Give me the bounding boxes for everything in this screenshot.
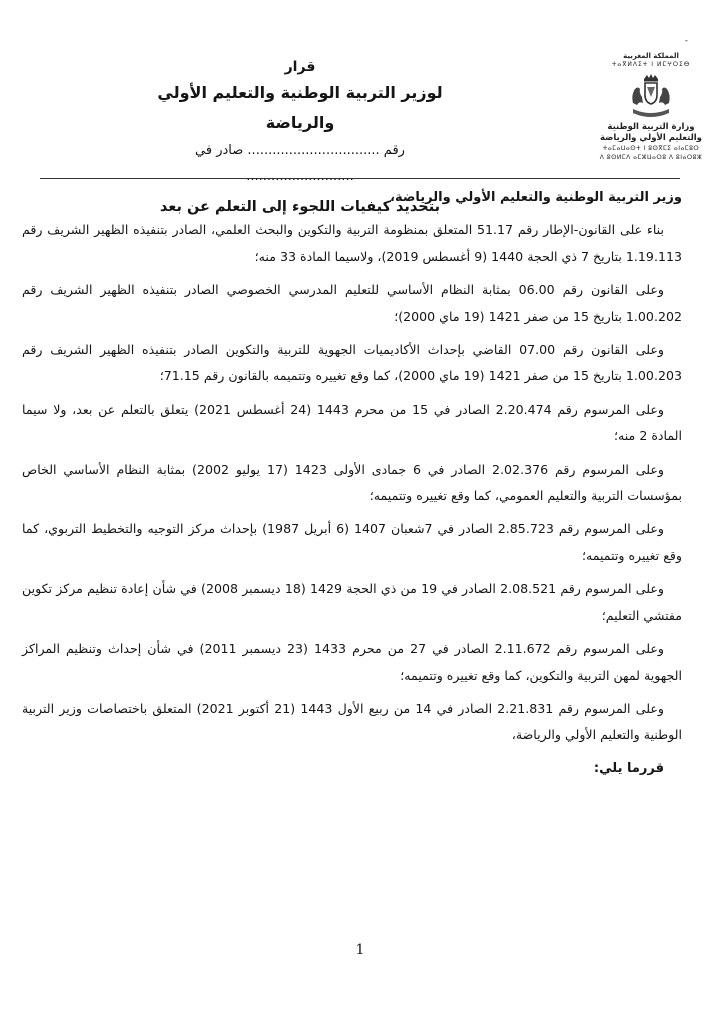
decision-subtitle: لوزير التربية الوطنية والتعليم الأولي والرياضة [157, 83, 443, 132]
legal-basis-paragraph: وعلى القانون رقم 06.00 بمثابة النظام الأساسي للتعليم المدرسي الخصوصي الصادر بتنفيذه الظهير الشريف رقم 1.00.202 بتاريخ 15 من صفر 1421 (19 ماي 2000)؛ [22, 282, 682, 324]
decision-body [22, 185, 682, 789]
legal-basis-paragraph: وعلى المرسوم رقم 2.02.376 الصادر في 6 جمادى الأولى 1423 (17 يوليو 2002) بمثابة النظام الأساسي الخاص بمؤسسات التربية والتعليم العمومي، كما وقع تغييره وتتميمه؛ [22, 461, 682, 504]
ministry-name-line2: والتعليم الأولي والرياضة [600, 133, 702, 143]
ministry-name-line1: وزارة التربية الوطنية [607, 122, 695, 132]
page-number: 1 [355, 942, 365, 958]
decision-statement: قررما يلي: [593, 760, 664, 776]
legal-basis-paragraph: بناء على القانون-الإطار رقم 51.17 المتعلق بمنظومة التربية والتكوين والبحث العلمي، الصادر بتنفيذه الظهير الشريف رقم 1.19.113 بتاريخ 7 ذي الحجة 1440 (9 أغسطس 2019)، ولاسيما المادة 33 منه؛ [22, 222, 682, 264]
decision-title: قرار [284, 59, 316, 75]
corner-mark: - [684, 36, 688, 46]
ministry-letterhead [596, 52, 706, 162]
reference-line: رقم ................................ صادر في .......................... [195, 143, 405, 184]
header-divider [40, 178, 680, 179]
preamble-minister: وزير التربية الوطنية والتعليم الأولي والرياضة، [390, 190, 682, 205]
ministry-name-tifinagh-line1: ⵜⴰⵎⴰⵡⴰⵙⵜ ⵏ ⵓⵙⴳⵎⵉ ⴰⵏⴰⵎⵓⵔ [602, 145, 700, 152]
ministry-name-tifinagh-line2: ⴷ ⵓⵙⵍⵎⴷ ⴰⵎⵣⵡⴰⵔⵓ ⴷ ⵓⵏⴰⵔⵓⵣ [599, 154, 703, 161]
kingdom-name: المملكة المغربية [623, 52, 679, 60]
kingdom-name-tifinagh: ⵜⴰⴳⵍⴷⵉⵜ ⵏ ⵍⵎⵖⵔⵉⴱ [611, 61, 691, 68]
legal-basis-paragraph: وعلى المرسوم رقم 2.85.723 الصادر في 7شعبان 1407 (6 أبريل 1987) بإحداث مركز التوجيه والتخطيط التربوي، كما وقع تغييره وتتميمه؛ [22, 521, 682, 563]
legal-basis-paragraph: وعلى القانون رقم 07.00 القاضي بإحداث الأكاديميات الجهوية للتربية والتكوين الصادر بتنفيذه الظهير الشريف رقم 1.00.203 بتاريخ 15 من صفر 1421 (19 ماي 2000)، كما وقع تغييره وتتميمه بالقانون رقم 71.15؛ [22, 342, 682, 384]
decision-subject: بتحديد كيفيات اللجوء إلى التعلم عن بعد [159, 199, 441, 215]
moroccan-coat-of-arms-icon [627, 73, 675, 119]
legal-basis-paragraph: وعلى المرسوم رقم 2.20.474 الصادر في 15 من محرم 1443 (24 أغسطس 2021) يتعلق بالتعلم عن بعد، ولا سيما المادة 2 منه؛ [22, 401, 682, 444]
legal-basis-paragraph: وعلى المرسوم رقم 2.21.831 الصادر في 14 من ربيع الأول 1443 (21 أكتوبر 2021) المتعلق باختصاصات وزير التربية الوطنية والتعليم الأولي والرياضة، [22, 700, 682, 743]
legal-basis-paragraph: وعلى المرسوم رقم 2.11.672 الصادر في 27 من محرم 1433 (23 ديسمبر 2011) في شأن إحداث وتنظيم المراكز الجهوية لمهن التربية والتكوين، كما وقع تغييره وتتميمه؛ [22, 641, 682, 683]
legal-basis-paragraph: وعلى المرسوم رقم 2.08.521 الصادر في 19 من ذي الحجة 1429 (18 ديسمبر 2008) في شأن إعادة تنظيم مركز تكوين مفتشي التعليم؛ [22, 581, 682, 623]
